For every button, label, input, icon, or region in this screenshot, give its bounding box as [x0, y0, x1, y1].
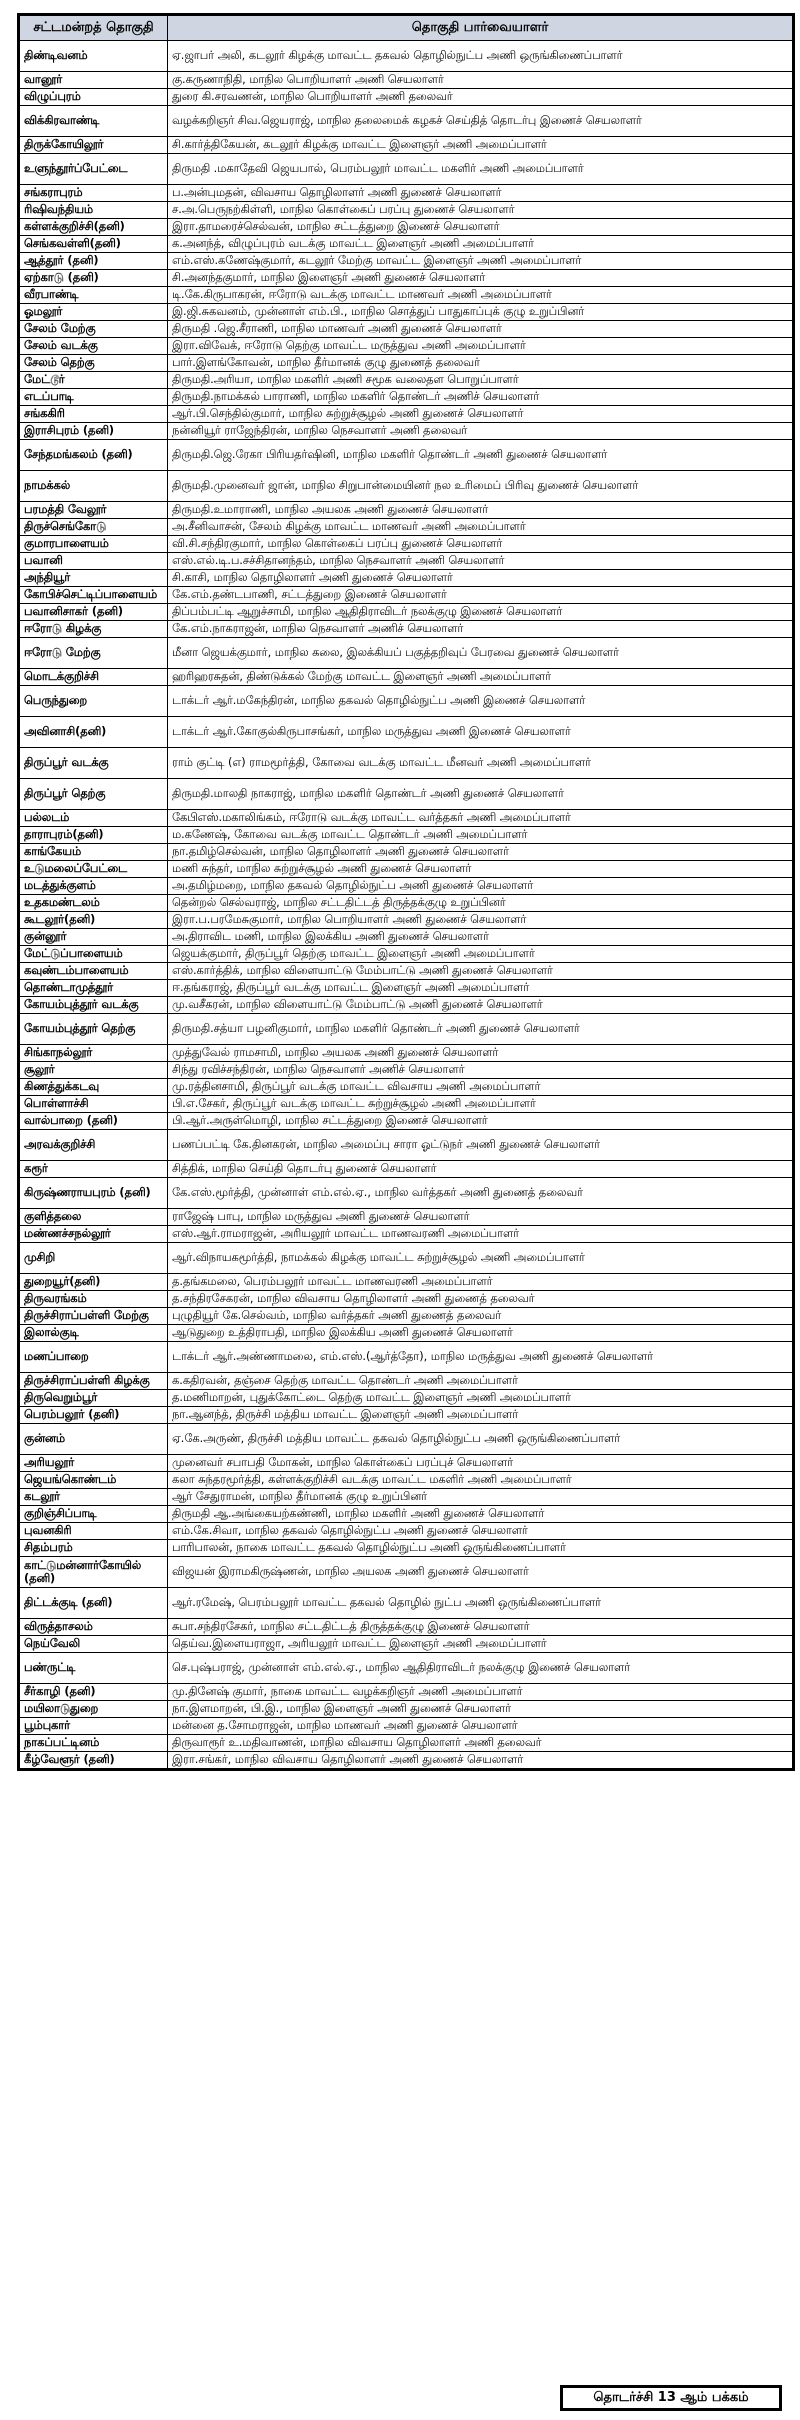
table-body: [20, 41, 793, 1769]
table-row: [20, 1373, 793, 1390]
observer-cell: இரா.தாமரைச்செல்வன், மாநில சட்டத்துறை இணைச் செயலாளர்: [168, 219, 793, 236]
constituency-cell: சிங்காநல்லூர்: [20, 1045, 168, 1062]
table-row: [20, 519, 793, 536]
constituency-cell: கள்ளக்குறிச்சி(தனி): [20, 219, 168, 236]
table-row: [20, 1342, 793, 1373]
observer-cell: திருவாரூர் உ.மதிவாணன், மாநில விவசாய தொழிலாளர் அணி தலைவர்: [168, 1735, 793, 1752]
table-row: [20, 185, 793, 202]
table-row: [20, 304, 793, 321]
observer-cell: பாரிபாலன், நாகை மாவட்ட தகவல் தொழில்நுட்ப அணி ஒருங்கிணைப்பாளர்: [168, 1540, 793, 1557]
table-row: [20, 1684, 793, 1701]
constituency-cell: கரூர்: [20, 1161, 168, 1178]
observer-cell: சிந்து ரவிச்சந்திரன், மாநில நெசவாளர் அணிச் செயலாளர்: [168, 1062, 793, 1079]
table-row: [20, 502, 793, 519]
constituency-cell: தாராபுரம்(தனி): [20, 827, 168, 844]
table-row: [20, 1540, 793, 1557]
table-row: [20, 1308, 793, 1325]
table-row: [20, 587, 793, 604]
observer-cell: நா.இளமாறன், பி.இ., மாநில இளைஞர் அணி துணைச் செயலாளர்: [168, 1701, 793, 1718]
observer-cell: செ.புஷ்பராஜ், முன்னாள் எம்.எல்.ஏ., மாநில ஆதிதிராவிடர் நலக்குழு இணைச் செயலாளர்: [168, 1653, 793, 1684]
constituency-cell: கிணத்துக்கடவு: [20, 1079, 168, 1096]
table-row: [20, 997, 793, 1014]
observer-cell: வழக்கறிஞர் சிவ.ஜெயராஜ், மாநில தலைமைக் கழகச் செய்தித் தொடர்பு இணைச் செயலாளர்: [168, 106, 793, 137]
constituency-cell: மடத்துக்குளம்: [20, 878, 168, 895]
constituency-cell: ஈரோடு மேற்கு: [20, 638, 168, 669]
table-row: [20, 1735, 793, 1752]
constituency-cell: சேந்தமங்கலம் (தனி): [20, 440, 168, 471]
constituency-cell: வால்பாறை (தனி): [20, 1113, 168, 1130]
observer-cell: திருமதி.நாமக்கல் பாராணி, மாநில மகளிர் தொண்டர் அணிச் செயலாளர்: [168, 389, 793, 406]
constituency-cell: மயிலாடுதுறை: [20, 1701, 168, 1718]
table-row: [20, 570, 793, 587]
constituency-cell: திட்டக்குடி (தனி): [20, 1588, 168, 1619]
constituency-cell: திருவெறும்பூர்: [20, 1390, 168, 1407]
table-row: [20, 827, 793, 844]
constituency-cell: பரமத்தி வேலூர்: [20, 502, 168, 519]
observer-cell: டி.கே.கிருபாகரன், ஈரோடு வடக்கு மாவட்ட மாணவர் அணி அமைப்பாளர்: [168, 287, 793, 304]
table-row: [20, 553, 793, 570]
table-row: [20, 89, 793, 106]
table-row: [20, 338, 793, 355]
observer-cell: ச.அ.பெருநற்கிள்ளி, மாநில கொள்கைப் பரப்பு துணைச் செயலாளர்: [168, 202, 793, 219]
table-row: [20, 1752, 793, 1769]
observer-cell: ஈ.தங்கராஜ், திருப்பூர் வடக்கு மாவட்ட இளைஞர் அணி அமைப்பாளர்: [168, 980, 793, 997]
table-row: [20, 236, 793, 253]
table-row: [20, 929, 793, 946]
continued-on-page-text: தொடர்ச்சி 13 ஆம் பக்கம்: [593, 2390, 749, 2405]
table-row: [20, 717, 793, 748]
constituency-cell: தொண்டாமுத்தூர்: [20, 980, 168, 997]
table-row: [20, 963, 793, 980]
table-header-row: [20, 16, 793, 41]
observer-cell: ராம் குட்டி (எ) ராமமூர்த்தி, கோவை வடக்கு மாவட்ட மீனவர் அணி அமைப்பாளர்: [168, 748, 793, 779]
constituency-cell: பெருந்துறை: [20, 686, 168, 717]
observer-cell: புழுதியூர் கே.செல்வம், மாநில வர்த்தகர் அணி துணைத் தலைவர்: [168, 1308, 793, 1325]
constituency-cell: வானூர்: [20, 72, 168, 89]
constituency-cell: விழுப்புரம்: [20, 89, 168, 106]
observer-cell: சுபா.சந்திரசேகர், மாநில சட்டதிட்டத் திருத்தக்குழு இணைச் செயலாளர்: [168, 1619, 793, 1636]
constituency-cell: நெய்வேலி: [20, 1636, 168, 1653]
constituency-cell: மொடக்குறிச்சி: [20, 669, 168, 686]
constituency-cell: காங்கேயம்: [20, 844, 168, 861]
observer-cell: திருமதி.உமாராணி, மாநில அயலக அணி துணைச் செயலாளர்: [168, 502, 793, 519]
observer-cell: மு.ரத்தினசாமி, திருப்பூர் வடக்கு மாவட்ட விவசாய அணி அமைப்பாளர்: [168, 1079, 793, 1096]
constituency-cell: பவானி: [20, 553, 168, 570]
table-row: [20, 1619, 793, 1636]
table-row: [20, 946, 793, 963]
observer-cell: எம்.எஸ்.கணேஷ்குமார், கடலூர் மேற்கு மாவட்ட இளைஞர் அணி அமைப்பாளர்: [168, 253, 793, 270]
constituency-cell: கோயம்புத்தூர் வடக்கு: [20, 997, 168, 1014]
constituency-cell: கோபிச்செட்டிப்பாளையம்: [20, 587, 168, 604]
constituency-cell: திருச்சிராப்பள்ளி கிழக்கு: [20, 1373, 168, 1390]
table-row: [20, 1045, 793, 1062]
table-row: [20, 844, 793, 861]
observer-cell: தெய்வ.இளையராஜா, அரியலூர் மாவட்ட இளைஞர் அணி அமைப்பாளர்: [168, 1636, 793, 1653]
constituency-cell: குன்னூர்: [20, 929, 168, 946]
constituency-cell: ஜெயங்கொண்டம்: [20, 1472, 168, 1489]
constituency-cell: அரவக்குறிச்சி: [20, 1130, 168, 1161]
observer-cell: ஆர்.விநாயகமூர்த்தி, நாமக்கல் கிழக்கு மாவட்ட சுற்றுச்சூழல் அணி அமைப்பாளர்: [168, 1243, 793, 1274]
table-row: [20, 389, 793, 406]
constituency-cell: அரியலூர்: [20, 1455, 168, 1472]
constituency-cell: சிதம்பரம்: [20, 1540, 168, 1557]
constituency-cell: பல்லடம்: [20, 810, 168, 827]
constituency-cell: கோயம்புத்தூர் தெற்கு: [20, 1014, 168, 1045]
observer-cell: நா.தமிழ்செல்வன், மாநில தொழிலாளர் அணி துணைச் செயலாளர்: [168, 844, 793, 861]
table-row: [20, 440, 793, 471]
constituency-cell: சங்ககிரி: [20, 406, 168, 423]
constituency-cell: கடலூர்: [20, 1489, 168, 1506]
observer-cell: க.அனந்த், விழுப்புரம் வடக்கு மாவட்ட இளைஞர் அணி அமைப்பாளர்: [168, 236, 793, 253]
observer-cell: ம.கணேஷ், கோவை வடக்கு மாவட்ட தொண்டர் அணி அமைப்பாளர்: [168, 827, 793, 844]
constituency-cell: காட்டுமன்னார்கோயில் (தனி): [20, 1557, 168, 1588]
table-row: [20, 638, 793, 669]
observer-cell: சி.காசி, மாநில தொழிலாளர் அணி துணைச் செயலாளர்: [168, 570, 793, 587]
observer-cell: திருமதி.சத்யா பழனிகுமார், மாநில மகளிர் தொண்டர் அணி துணைச் செயலாளர்: [168, 1014, 793, 1045]
constituency-cell: மண்ணச்சநல்லூர்: [20, 1226, 168, 1243]
table-row: [20, 355, 793, 372]
observer-cell: சித்திக், மாநில செய்தி தொடர்பு துணைச் செயலாளர்: [168, 1161, 793, 1178]
table-row: [20, 779, 793, 810]
table-row: [20, 1636, 793, 1653]
observer-cell: திருமதி .மகாதேவி ஜெயபால், பெரம்பலூர் மாவட்ட மகளிர் அணி அமைப்பாளர்: [168, 154, 793, 185]
observer-cell: வி.சி.சந்திரகுமார், மாநில கொள்கைப் பரப்பு துணைச் செயலாளர்: [168, 536, 793, 553]
observer-cell: அ.சீனிவாசன், சேலம் கிழக்கு மாவட்ட மாணவர் அணி அமைப்பாளர்: [168, 519, 793, 536]
observer-cell: கேபிஎஸ்.மகாலிங்கம், ஈரோடு வடக்கு மாவட்ட வர்த்தகர் அணி அமைப்பாளர்: [168, 810, 793, 827]
table-row: [20, 1325, 793, 1342]
constituency-cell: மேட்டுப்பாளையம்: [20, 946, 168, 963]
observer-cell: துரை கி.சரவணன், மாநில பொறியாளர் அணி தலைவர்: [168, 89, 793, 106]
table-row: [20, 372, 793, 389]
observer-cell: மு.தினேஷ் குமார், நாகை மாவட்ட வழக்கறிஞர் அணி அமைப்பாளர்: [168, 1684, 793, 1701]
constituency-cell: கவுண்டம்பாளையம்: [20, 963, 168, 980]
table-row: [20, 1291, 793, 1308]
observer-cell: நன்னியூர் ராஜேந்திரன், மாநில நெசவாளர் அணி தலைவர்: [168, 423, 793, 440]
constituency-cell: திருச்சிராப்பள்ளி மேற்கு: [20, 1308, 168, 1325]
constituency-cell: மேட்டூர்: [20, 372, 168, 389]
constituency-cell: உதகமண்டலம்: [20, 895, 168, 912]
observer-cell: ஆர்.பி.செந்தில்குமார், மாநில சுற்றுச்சூழல் அணி துணைச் செயலாளர்: [168, 406, 793, 423]
observer-cell: இரா.விவேக், ஈரோடு தெற்கு மாவட்ட மருத்துவ அணி அமைப்பாளர்: [168, 338, 793, 355]
constituency-cell: சேலம் தெற்கு: [20, 355, 168, 372]
table-row: [20, 471, 793, 502]
observer-cell: பி.ஆர்.அருள்மொழி, மாநில சட்டத்துறை இணைச் செயலாளர்: [168, 1113, 793, 1130]
observer-cell: பார்.இளங்கோவன், மாநில தீர்மானக் குழு துணைத் தலைவர்: [168, 355, 793, 372]
table-row: [20, 1455, 793, 1472]
table-row: [20, 1390, 793, 1407]
table-row: [20, 423, 793, 440]
table-row: [20, 895, 793, 912]
table-row: [20, 1557, 793, 1588]
table-row: [20, 1489, 793, 1506]
table-row: [20, 41, 793, 72]
table-row: [20, 1178, 793, 1209]
table-row: [20, 253, 793, 270]
observer-cell: மு.வசீகரன், மாநில விளையாட்டு மேம்பாட்டு அணி துணைச் செயலாளர்: [168, 997, 793, 1014]
table-row: [20, 287, 793, 304]
constituency-cell: பொள்ளாச்சி: [20, 1096, 168, 1113]
observer-cell: டாக்டர் ஆர்.கோகுல்கிருபாசங்கர், மாநில மருத்துவ அணி இணைச் செயலாளர்: [168, 717, 793, 748]
table-row: [20, 1506, 793, 1523]
observer-cell: திப்பம்பட்டி ஆறுச்சாமி, மாநில ஆதிதிராவிடர் நலக்குழு இணைச் செயலாளர்: [168, 604, 793, 621]
observer-cell: திருமதி .ஜெ.சீராணி, மாநில மாணவர் அணி துணைச் செயலாளர்: [168, 321, 793, 338]
table-row: [20, 536, 793, 553]
observer-cell: சி.அனந்தகுமார், மாநில இளைஞர் அணி துணைச் செயலாளர்: [168, 270, 793, 287]
table-row: [20, 861, 793, 878]
observer-cell: பி.எ.சேகர், திருப்பூர் வடக்கு மாவட்ட சுற்றுச்சூழல் அணி அமைப்பாளர்: [168, 1096, 793, 1113]
table-row: [20, 137, 793, 154]
table-row: [20, 810, 793, 827]
table-row: [20, 748, 793, 779]
constituency-cell: பூம்புகார்: [20, 1718, 168, 1735]
table-row: [20, 1014, 793, 1045]
observer-cell: ஆர் சேதுராமன், மாநில தீர்மானக் குழு உறுப்பினர்: [168, 1489, 793, 1506]
observer-cell: எஸ்.கார்த்திக், மாநில விளையாட்டு மேம்பாட்டு அணி துணைச் செயலாளர்: [168, 963, 793, 980]
constituency-cell: குறிஞ்சிப்பாடி: [20, 1506, 168, 1523]
header-constituency: சட்டமன்றத் தொகுதி: [20, 16, 168, 41]
constituency-cell: குளித்தலை: [20, 1209, 168, 1226]
table-row: [20, 270, 793, 287]
observer-cell: ஹரிஹரசுதன், திண்டுக்கல் மேற்கு மாவட்ட இளைஞர் அணி அமைப்பாளர்: [168, 669, 793, 686]
observer-cell: பணப்பட்டி கே.தினகரன், மாநில அமைப்பு சாரா ஓட்டுநர் அணி துணைச் செயலாளர்: [168, 1130, 793, 1161]
observer-cell: கு.கருணாநிதி, மாநில பொறியாளர் அணி செயலாளர்: [168, 72, 793, 89]
constituency-cell: சீர்காழி (தனி): [20, 1684, 168, 1701]
constituency-cell: ஓமலூர்: [20, 304, 168, 321]
constituency-cell: புவனகிரி: [20, 1523, 168, 1540]
constituency-cell: திருப்பூர் வடக்கு: [20, 748, 168, 779]
observer-cell: திருமதி.அரியா, மாநில மகளிர் அணி சமூக வலைதள பொறுப்பாளர்: [168, 372, 793, 389]
observer-cell: கலா சுந்தரமூர்த்தி, கள்ளக்குறிச்சி வடக்கு மாவட்ட மகளிர் அணி அமைப்பாளர்: [168, 1472, 793, 1489]
constituency-cell: பவானிசாகர் (தனி): [20, 604, 168, 621]
constituency-cell: குன்னம்: [20, 1424, 168, 1455]
table-row: [20, 980, 793, 997]
constituency-cell: உடுமலைப்பேட்டை: [20, 861, 168, 878]
table-row: [20, 154, 793, 185]
observer-cell: டாக்டர் ஆர்.மகேந்திரன், மாநில தகவல் தொழில்நுட்ப அணி இணைச் செயலாளர்: [168, 686, 793, 717]
constituency-cell: நாகப்பட்டினம்: [20, 1735, 168, 1752]
constituency-cell: சேலம் மேற்கு: [20, 321, 168, 338]
table-row: [20, 1718, 793, 1735]
table-row: [20, 686, 793, 717]
observer-cell: இரா.சங்கர், மாநில விவசாய தொழிலாளர் அணி துணைச் செயலாளர்: [168, 1752, 793, 1769]
table-row: [20, 202, 793, 219]
table-row: [20, 1243, 793, 1274]
observer-cell: விஜயன் இராமகிருஷ்ணன், மாநில அயலக அணி துணைச் செயலாளர்: [168, 1557, 793, 1588]
observer-cell: எஸ்.எல்.டி.ப.சச்சிதானந்தம், மாநில நெசவாளர் அணி செயலாளர்: [168, 553, 793, 570]
observer-cell: க.கதிரவன், தஞ்சை தெற்கு மாவட்ட தொண்டர் அணி அமைப்பாளர்: [168, 1373, 793, 1390]
table-row: [20, 1130, 793, 1161]
observer-cell: மணி சுந்தர், மாநில சுற்றுச்சூழல் அணி துணைச் செயலாளர்: [168, 861, 793, 878]
constituency-cell: விருத்தாசலம்: [20, 1619, 168, 1636]
observer-cell: த.மணிமாறன், புதுக்கோட்டை தெற்கு மாவட்ட இளைஞர் அணி அமைப்பாளர்: [168, 1390, 793, 1407]
observer-cell: ஜெயக்குமார், திருப்பூர் தெற்கு மாவட்ட இளைஞர் அணி அமைப்பாளர்: [168, 946, 793, 963]
table-row: [20, 406, 793, 423]
observer-cell: எஸ்.ஆர்.ராமராஜன், அரியலூர் மாவட்ட மாணவரணி அமைப்பாளர்: [168, 1226, 793, 1243]
observer-cell: ஏ.கே.அருண், திருச்சி மத்திய மாவட்ட தகவல் தொழில்நுட்ப அணி ஒருங்கிணைப்பாளர்: [168, 1424, 793, 1455]
table-row: [20, 1653, 793, 1684]
header-observer: தொகுதி பார்வையாளர்: [168, 16, 793, 41]
constituency-cell: கீழ்வேளூர் (தனி): [20, 1752, 168, 1769]
observer-cell: ஆடுதுறை உத்திராபதி, மாநில இலக்கிய அணி துணைச் செயலாளர்: [168, 1325, 793, 1342]
constituency-cell: திருக்கோயிலூர்: [20, 137, 168, 154]
table-row: [20, 1226, 793, 1243]
constituency-cell: கிருஷ்ணராயபுரம் (தனி): [20, 1178, 168, 1209]
constituency-cell: அந்தியூர்: [20, 570, 168, 587]
table-row: [20, 621, 793, 638]
constituency-cell: மணப்பாறை: [20, 1342, 168, 1373]
constituency-cell: திருவரங்கம்: [20, 1291, 168, 1308]
constituency-cell: இராசிபுரம் (தனி): [20, 423, 168, 440]
observers-table-container: [17, 13, 795, 1771]
observer-cell: திருமதி.ஜெ.ரேகா பிரியதர்ஷினி, மாநில மகளிர் தொண்டர் அணி துணைச் செயலாளர்: [168, 440, 793, 471]
table-row: [20, 1472, 793, 1489]
observer-cell: முனைவர் சபாபதி மோகன், மாநில கொள்கைப் பரப்புச் செயலாளர்: [168, 1455, 793, 1472]
table-row: [20, 1424, 793, 1455]
constituency-cell: திண்டிவனம்: [20, 41, 168, 72]
constituency-cell: இலால்குடி: [20, 1325, 168, 1342]
table-row: [20, 1407, 793, 1424]
observer-cell: திருமதி.முனைவர் ஜான், மாநில சிறுபான்மையினர் நல உரிமைப் பிரிவு துணைச் செயலாளர்: [168, 471, 793, 502]
observer-cell: இரா.ப.பரமேசுகுமார், மாநில பொறியாளர் அணி துணைச் செயலாளர்: [168, 912, 793, 929]
constituency-cell: ஈரோடு கிழக்கு: [20, 621, 168, 638]
constituency-cell: சூலூர்: [20, 1062, 168, 1079]
constituency-cell: சேலம் வடக்கு: [20, 338, 168, 355]
table-row: [20, 1062, 793, 1079]
table-row: [20, 1096, 793, 1113]
table-row: [20, 1209, 793, 1226]
observer-cell: கே.எஸ்.மூர்த்தி, முன்னாள் எம்.எல்.ஏ., மாநில வர்த்தகர் அணி துணைத் தலைவர்: [168, 1178, 793, 1209]
table-row: [20, 604, 793, 621]
table-row: [20, 1274, 793, 1291]
observer-cell: கே.எம்.தண்டபாணி, சட்டத்துறை இணைச் செயலாளர்: [168, 587, 793, 604]
observer-cell: த.தங்கமலை, பெரம்பலூர் மாவட்ட மாணவரணி அமைப்பாளர்: [168, 1274, 793, 1291]
table-row: [20, 1588, 793, 1619]
constituency-cell: உளுந்தூர்ப்பேட்டை: [20, 154, 168, 185]
constituency-cell: திருச்செங்கோடு: [20, 519, 168, 536]
observer-cell: முத்துவேல் ராமசாமி, மாநில அயலக அணி துணைச் செயலாளர்: [168, 1045, 793, 1062]
constituency-cell: ரிஷிவந்தியம்: [20, 202, 168, 219]
observer-cell: அ.தமிழ்மறை, மாநில தகவல் தொழில்நுட்ப அணி துணைச் செயலாளர்: [168, 878, 793, 895]
constituency-cell: விக்கிரவாண்டி: [20, 106, 168, 137]
table-row: [20, 219, 793, 236]
table-row: [20, 1113, 793, 1130]
constituency-cell: துறையூர்(தனி): [20, 1274, 168, 1291]
observer-cell: ஏ.ஜாபர் அலி, கடலூர் கிழக்கு மாவட்ட தகவல் தொழில்நுட்ப அணி ஒருங்கிணைப்பாளர்: [168, 41, 793, 72]
constituency-cell: குமாரபாளையம்: [20, 536, 168, 553]
table-row: [20, 1161, 793, 1178]
observer-cell: அ.திராவிட மணி, மாநில இலக்கிய அணி துணைச் செயலாளர்: [168, 929, 793, 946]
constituency-cell: திருப்பூர் தெற்கு: [20, 779, 168, 810]
table-row: [20, 1079, 793, 1096]
observer-cell: கே.எம்.நாகராஜன், மாநில நெசவாளர் அணிச் செயலாளர்: [168, 621, 793, 638]
constituency-cell: செங்கவள்ளி(தனி): [20, 236, 168, 253]
observer-cell: மன்னை த.சோமராஜன், மாநில மாணவர் அணி துணைச் செயலாளர்: [168, 1718, 793, 1735]
constituency-cell: ஏற்காடு (தனி): [20, 270, 168, 287]
table-row: [20, 669, 793, 686]
constituency-cell: நாமக்கல்: [20, 471, 168, 502]
observer-cell: திருமதி ஆ.அங்கையற்கண்ணி, மாநில மகளிர் அணி துணைச் செயலாளர்: [168, 1506, 793, 1523]
constituency-cell: அவினாசி(தனி): [20, 717, 168, 748]
table-row: [20, 106, 793, 137]
observer-cell: டாக்டர் ஆர்.அண்ணாமலை, எம்.எஸ்.(ஆர்த்தோ), மாநில மருத்துவ அணி துணைச் செயலாளர்: [168, 1342, 793, 1373]
observer-cell: திருமதி.மாலதி நாகராஜ், மாநில மகளிர் தொண்டர் அணி துணைச் செயலாளர்: [168, 779, 793, 810]
constituency-cell: சங்கராபுரம்: [20, 185, 168, 202]
observer-cell: நா.ஆனந்த், திருச்சி மத்திய மாவட்ட இளைஞர் அணி அமைப்பாளர்: [168, 1407, 793, 1424]
constituency-cell: கூடலூர்(தனி): [20, 912, 168, 929]
observer-cell: எம்.கே.சிவா, மாநில தகவல் தொழில்நுட்ப அணி துணைச் செயலாளர்: [168, 1523, 793, 1540]
observer-cell: ப.அன்புமதன், விவசாய தொழிலாளர் அணி துணைச் செயலாளர்: [168, 185, 793, 202]
continued-on-page-box: [560, 2385, 782, 2411]
observer-cell: மீனா ஜெயக்குமார், மாநில கலை, இலக்கியப் பகுத்தறிவுப் பேரவை துணைச் செயலாளர்: [168, 638, 793, 669]
constituency-cell: ஆத்தூர் (தனி): [20, 253, 168, 270]
constituency-cell: பண்ருட்டி: [20, 1653, 168, 1684]
observer-cell: சி.கார்த்திகேயன், கடலூர் கிழக்கு மாவட்ட இளைஞர் அணி அமைப்பாளர்: [168, 137, 793, 154]
constituency-cell: முசிறி: [20, 1243, 168, 1274]
observer-cell: தென்றல் செல்வராஜ், மாநில சட்டதிட்டத் திருத்தக்குழு உறுப்பினர்: [168, 895, 793, 912]
observer-cell: ராஜேஷ் பாபு, மாநில மருத்துவ அணி துணைச் செயலாளர்: [168, 1209, 793, 1226]
observer-cell: இ.ஜி.சுகவனம், முன்னாள் எம்.பி., மாநில சொத்துப் பாதுகாப்புக் குழு உறுப்பினர்: [168, 304, 793, 321]
table-row: [20, 72, 793, 89]
observers-table: [19, 15, 793, 1769]
observer-cell: ஆர்.ரமேஷ், பெரம்பலூர் மாவட்ட தகவல் தொழில் நுட்ப அணி ஒருங்கிணைப்பாளர்: [168, 1588, 793, 1619]
table-row: [20, 321, 793, 338]
constituency-cell: பெரம்பலூர் (தனி): [20, 1407, 168, 1424]
constituency-cell: வீரபாண்டி: [20, 287, 168, 304]
table-row: [20, 878, 793, 895]
table-row: [20, 1523, 793, 1540]
constituency-cell: எடப்பாடி: [20, 389, 168, 406]
observer-cell: த.சந்திரசேகரன், மாநில விவசாய தொழிலாளர் அணி துணைத் தலைவர்: [168, 1291, 793, 1308]
table-row: [20, 912, 793, 929]
table-row: [20, 1701, 793, 1718]
